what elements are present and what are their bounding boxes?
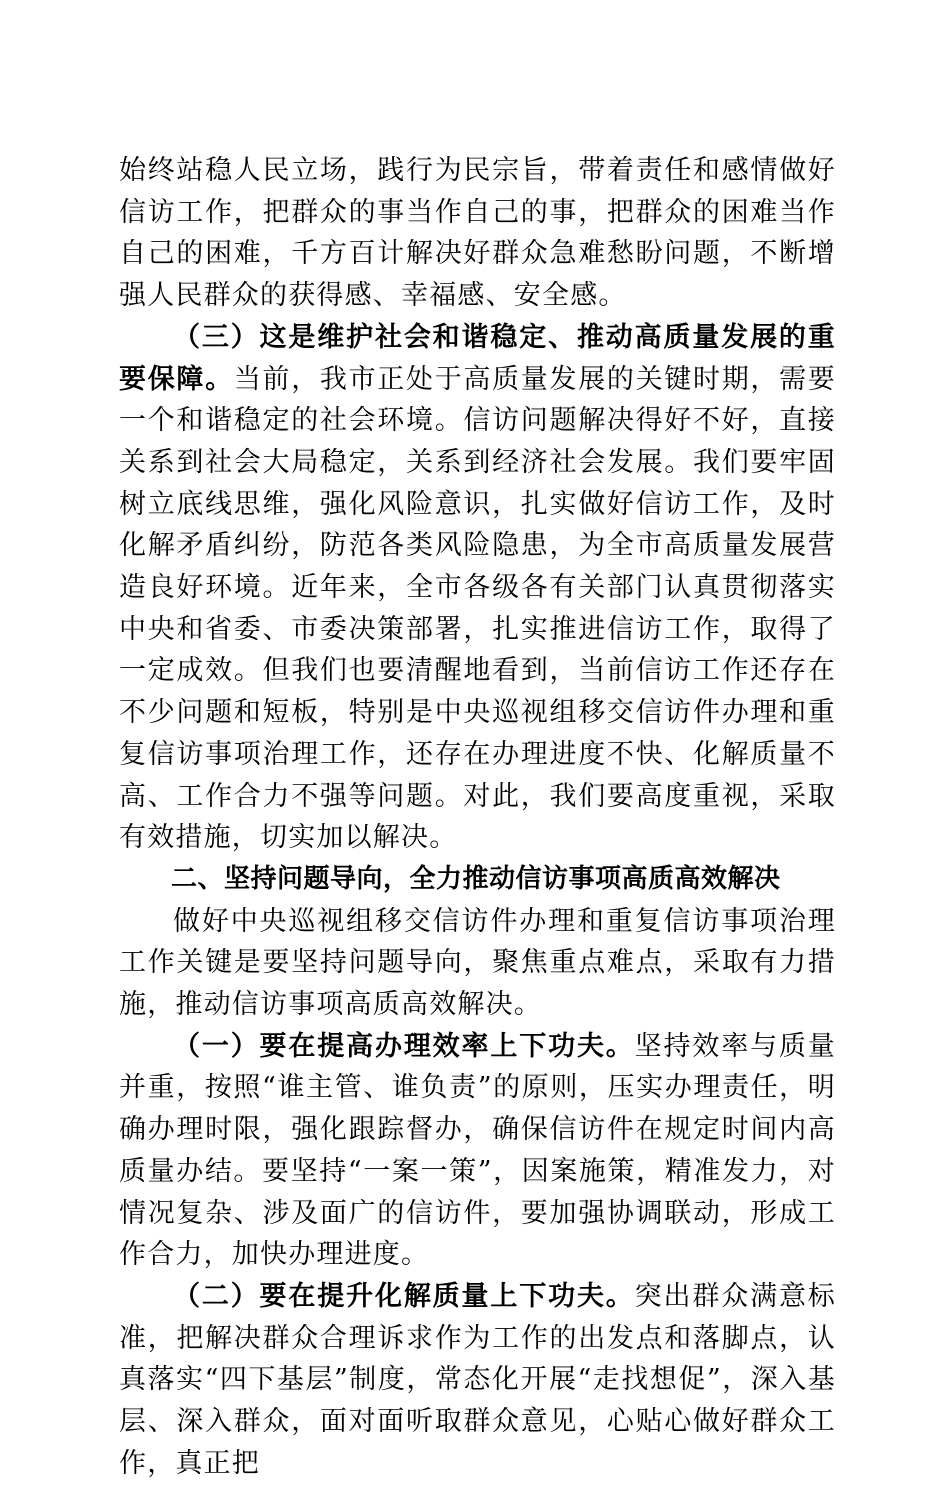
paragraph-continuation: 始终站稳人民立场，践行为民宗旨，带着责任和感情做好信访工作，把群众的事当作自己的事，把群众的困难当作自己的困难，千方百计解决好群众急难愁盼问题，不断增强人民群众的获得感、幸福感、安全感。 [119, 155, 836, 312]
paragraph-section-two-intro: 做好中央巡视组移交信访件办理和重复信访事项治理工作关键是要坚持问题导向，聚焦重点难点，采取有力措施，推动信访事项高质高效解决。 [119, 905, 836, 1021]
point-two-heading: （二）要在提升化解质量上下功夫。 [173, 1280, 635, 1312]
point-one-heading: （一）要在提高办理效率上下功夫。 [173, 1030, 635, 1062]
paragraph-point-two [119, 1276, 836, 1485]
document-page [119, 150, 836, 1485]
paragraph-point-one [119, 1026, 836, 1276]
point-two-body: 突出群众满意标准，把解决群众合理诉求作为工作的出发点和落脚点，认真落实“四下基层”制度，常态化开展“走找想促”，深入基层、深入群众，面对面听取群众意见，心贴心做好群众工作，真正把 [119, 1280, 836, 1479]
point-three-heading: （三）这是维护社会和谐稳定、推动高质量发展的重要保障。 [119, 321, 836, 395]
section-two-heading: 二、坚持问题导向，全力推动信访事项高质高效解决 [171, 863, 781, 894]
point-three-body: 当前，我市正处于高质量发展的关键时期，需要一个和谐稳定的社会环境。信访问题解决得好不好，直接关系到社会大局稳定，关系到经济社会发展。我们要牢固树立底线思维，强化风险意识，扎实做好信访工作，及时化解矛盾纠纷，防范各类风险隐患，为全市高质量发展营造良好环境。近年来，全市各级各有关部门认真贯彻落实中央和省委、市委决策部署，扎实推进信访工作，取得了一定成效。但我们也要清醒地看到，当前信访工作还存在不少问题和短板，特别是中央巡视组移交信访件办理和重复信访事项治理工作，还存在办理进度不快、化解质量不高、工作合力不强等问题。对此，我们要高度重视，采取有效措施，切实加以解决。 [119, 363, 836, 854]
paragraph-point-three [119, 317, 836, 859]
point-one-body: 坚持效率与质量并重，按照“谁主管、谁负责”的原则，压实办理责任，明确办理时限，强化跟踪督办，确保信访件在规定时间内高质量办结。要坚持“一案一策”，因案施策，精准发力，对情况复杂、涉及面广的信访件，要加强协调联动，形成工作合力，加快办理进度。 [119, 1030, 836, 1271]
